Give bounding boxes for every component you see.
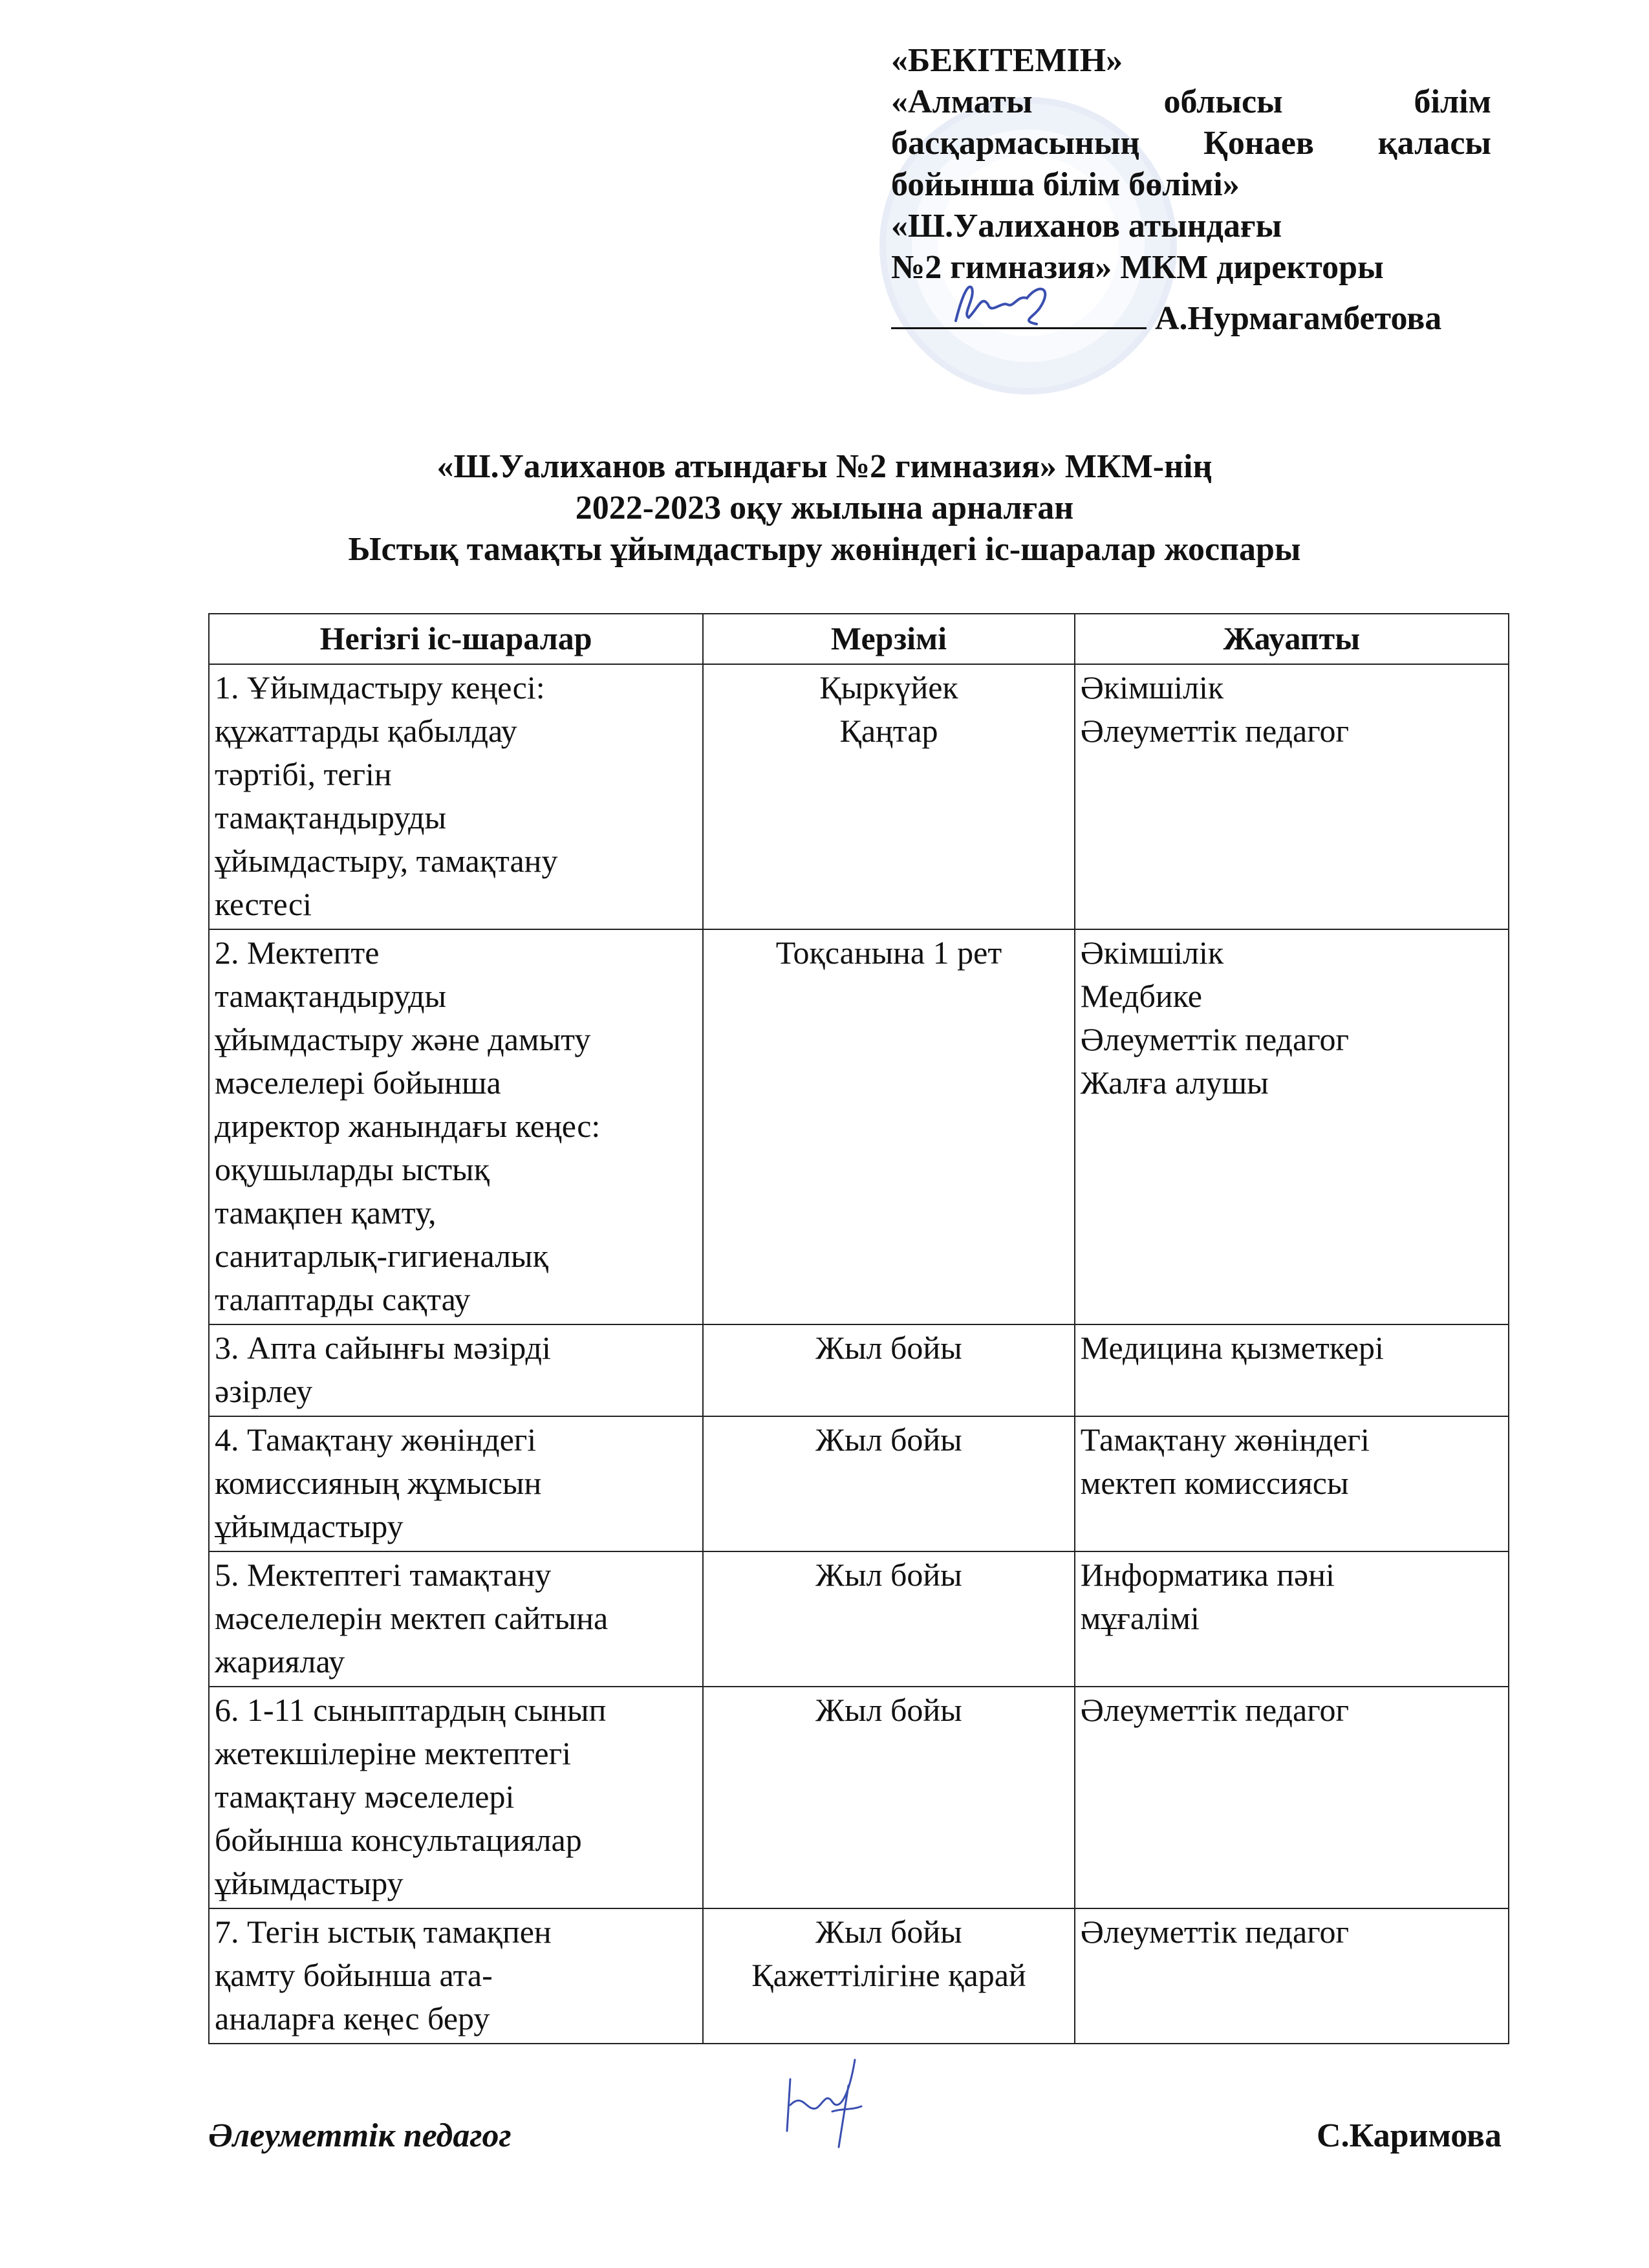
table-row	[209, 929, 1509, 1324]
responsible-cell	[1075, 1908, 1509, 2044]
term-cell	[703, 1908, 1074, 2044]
activity-cell-line: ұйымдастыру	[215, 1508, 404, 1544]
table-row	[209, 1687, 1509, 1908]
approval-org-line: «Алматы облысы білім	[891, 83, 1491, 120]
responsible-cell-line: Әкімшілік	[1080, 669, 1224, 706]
activity-cell-line: әзірлеу	[215, 1373, 313, 1409]
term-cell	[703, 664, 1074, 929]
term-cell-line: Жыл бойы	[815, 1421, 962, 1458]
director-name: А.Нурмагамбетова	[1155, 300, 1442, 337]
activity-cell	[209, 1551, 703, 1687]
term-cell-line: Қажеттілігіне қарай	[751, 1957, 1026, 1993]
term-cell-line: Жыл бойы	[815, 1330, 962, 1366]
title-line: «Ш.Уалиханов атындағы №2 гимназия» МКМ-нің	[436, 448, 1212, 485]
term-cell-line: Жыл бойы	[815, 1692, 962, 1728]
responsible-cell	[1075, 1551, 1509, 1687]
approval-org-line: №2 гимназия» МКМ директоры	[891, 249, 1384, 286]
activity-cell-line: 6. 1-11 сыныптардың сынып	[215, 1692, 607, 1728]
activity-cell	[209, 1324, 703, 1416]
activity-cell-line: 3. Апта сайынғы мәзірді	[215, 1330, 551, 1366]
approval-heading: «БЕКІТЕМІН»	[891, 42, 1123, 79]
approval-org-line: басқармасының Қонаев қаласы	[891, 125, 1491, 162]
activity-plan-table	[208, 613, 1509, 2044]
activity-cell-line: бойынша консультациялар	[215, 1822, 582, 1858]
activity-cell-line: ұйымдастыру	[215, 1865, 404, 1901]
activity-cell-line: 7. Тегін ыстық тамақпен	[215, 1914, 552, 1950]
activity-cell-line: жариялау	[215, 1643, 345, 1679]
table-header-row	[209, 614, 1509, 664]
activity-cell	[209, 1416, 703, 1551]
activity-cell-line: талаптарды сақтау	[215, 1281, 471, 1317]
table-body	[209, 664, 1509, 2044]
term-cell-line: Қыркүйек	[819, 669, 958, 706]
approval-org-line: «Ш.Уалиханов атындағы	[891, 208, 1282, 244]
approval-block	[891, 40, 1491, 340]
table-row	[209, 1416, 1509, 1551]
activity-cell	[209, 1908, 703, 2044]
signature-line	[891, 288, 1147, 329]
column-header-term: Мерзімі	[703, 614, 1074, 664]
footer-name: С.Каримова	[1317, 2117, 1502, 2154]
responsible-cell	[1075, 929, 1509, 1324]
activity-cell-line: санитарлық-гигиеналық	[215, 1238, 548, 1274]
responsible-cell-line: мектеп комиссиясы	[1080, 1465, 1349, 1501]
table-row	[209, 1908, 1509, 2044]
term-cell	[703, 1687, 1074, 1908]
term-cell	[703, 1416, 1074, 1551]
document-title	[0, 446, 1649, 570]
activity-cell-line: 5. Мектептегі тамақтану	[215, 1557, 552, 1593]
activity-cell-line: директор жанындағы кеңес:	[215, 1108, 601, 1144]
table-row	[209, 664, 1509, 929]
activity-cell-line: 1. Ұйымдастыру кеңесі:	[215, 669, 545, 706]
responsible-cell-line: Информатика пәні	[1080, 1557, 1335, 1593]
activity-cell-line: оқушыларды ыстық	[215, 1151, 490, 1187]
activity-cell	[209, 929, 703, 1324]
activity-cell-line: қамту бойынша ата-	[215, 1957, 493, 1993]
term-cell-line: Тоқсанына 1 рет	[775, 934, 1002, 971]
responsible-cell-line: Әкімшілік	[1080, 934, 1224, 971]
activity-cell-line: тамақпен қамту,	[215, 1194, 436, 1231]
activity-cell-line: кестесі	[215, 886, 312, 922]
activity-cell-line: тамақтану мәселелері	[215, 1778, 515, 1815]
responsible-cell-line: мұғалімі	[1080, 1600, 1200, 1636]
footer-position: Әлеуметтік педагог	[208, 2117, 512, 2154]
responsible-cell	[1075, 664, 1509, 929]
term-cell-line: Жыл бойы	[815, 1557, 962, 1593]
activity-cell-line: құжаттарды қабылдау	[215, 713, 517, 749]
footer-signature	[208, 2105, 1502, 2157]
term-cell	[703, 1324, 1074, 1416]
responsible-cell-line: Әлеуметтік педагог	[1080, 1021, 1349, 1057]
director-signature-icon	[943, 269, 1072, 334]
activity-cell-line: комиссияның жұмысын	[215, 1465, 542, 1501]
title-line: Ыстық тамақты ұйымдастыру жөніндегі іс-шаралар жоспары	[348, 531, 1301, 568]
activity-cell-line: 4. Тамақтану жөніндегі	[215, 1421, 537, 1458]
activity-cell-line: ұйымдастыру және дамыту	[215, 1021, 591, 1057]
responsible-cell-line: Әлеуметтік педагог	[1080, 1692, 1349, 1728]
activity-cell-line: ұйымдастыру, тамақтану	[215, 843, 558, 879]
activity-cell	[209, 664, 703, 929]
table-row	[209, 1551, 1509, 1687]
term-cell	[703, 929, 1074, 1324]
activity-cell-line: тамақтандыруды	[215, 978, 447, 1014]
responsible-cell	[1075, 1687, 1509, 1908]
responsible-cell-line: Тамақтану жөніндегі	[1080, 1421, 1370, 1458]
social-pedagogue-signature-icon	[777, 2053, 868, 2150]
responsible-cell-line: Медбике	[1080, 978, 1202, 1014]
activity-cell-line: жетекшілеріне мектептегі	[215, 1735, 572, 1771]
responsible-cell-line: Жалға алушы	[1080, 1064, 1269, 1101]
activity-cell-line: мәселелері бойынша	[215, 1064, 501, 1101]
term-cell-line: Қаңтар	[839, 713, 938, 749]
title-line: 2022-2023 оқу жылына арналған	[575, 490, 1074, 526]
responsible-cell	[1075, 1416, 1509, 1551]
responsible-cell	[1075, 1324, 1509, 1416]
activity-cell	[209, 1687, 703, 1908]
approval-org-line: бойынша білім бөлімі»	[891, 166, 1240, 203]
responsible-cell-line: Әлеуметтік педагог	[1080, 713, 1349, 749]
term-cell-line: Жыл бойы	[815, 1914, 962, 1950]
column-header-activities: Негізгі іс-шаралар	[209, 614, 703, 664]
director-signature-row	[891, 288, 1491, 340]
activity-cell-line: тамақтандыруды	[215, 799, 447, 836]
term-cell	[703, 1551, 1074, 1687]
responsible-cell-line: Медицина қызметкері	[1080, 1330, 1384, 1366]
activity-cell-line: мәселелерін мектеп сайтына	[215, 1600, 609, 1636]
activity-cell-line: аналарға кеңес беру	[215, 2000, 490, 2036]
column-header-responsible: Жауапты	[1075, 614, 1509, 664]
activity-cell-line: тәртібі, тегін	[215, 756, 392, 792]
activity-cell-line: 2. Мектепте	[215, 934, 380, 971]
responsible-cell-line: Әлеуметтік педагог	[1080, 1914, 1349, 1950]
table-row	[209, 1324, 1509, 1416]
